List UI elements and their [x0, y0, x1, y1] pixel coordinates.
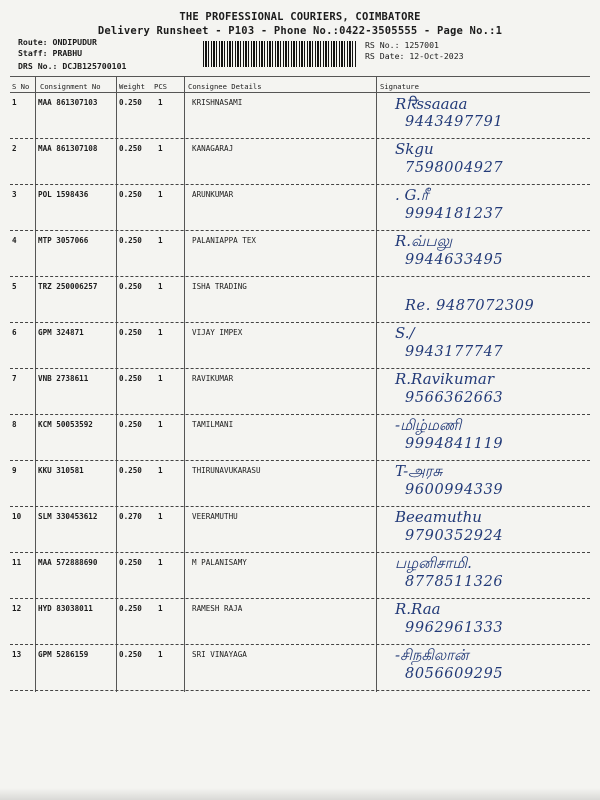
row-divider: [10, 506, 590, 507]
signature-phone: 9944633495: [405, 252, 504, 268]
row-divider: [10, 598, 590, 599]
col-header-consignee: Consignee Details: [188, 82, 262, 91]
signature-phone: 8778511326: [405, 574, 504, 590]
cell-consignee: M PALANISAMY: [192, 558, 247, 567]
row-divider: [10, 690, 590, 691]
cell-pcs: 1: [158, 282, 163, 291]
col-header-sno: S No: [12, 82, 30, 91]
cell-weight: 0.250: [119, 604, 142, 613]
cell-consignment: MTP 3057066: [38, 236, 89, 245]
cell-weight: 0.250: [119, 190, 142, 199]
col-header-signature: Signature: [380, 82, 419, 91]
cell-weight: 0.250: [119, 650, 142, 659]
cell-pcs: 1: [158, 512, 163, 521]
cell-weight: 0.250: [119, 144, 142, 153]
cell-weight: 0.250: [119, 282, 142, 291]
cell-weight: 0.250: [119, 328, 142, 337]
scan-shadow: [0, 788, 600, 800]
row-divider: [10, 414, 590, 415]
cell-pcs: 1: [158, 328, 163, 337]
signature-phone: 9943177747: [405, 344, 504, 360]
cell-consignment: KCM 50053592: [38, 420, 93, 429]
cell-pcs: 1: [158, 190, 163, 199]
signature-phone: 9443497791: [405, 114, 504, 130]
signature-name: Rरिssaaaa: [395, 95, 468, 113]
cell-consignee: PALANIAPPA TEX: [192, 236, 257, 245]
cell-consignee: VEERAMUTHU: [192, 512, 238, 521]
table-header-border: [10, 92, 590, 93]
cell-sno: 5: [12, 282, 17, 291]
row-divider: [10, 322, 590, 323]
cell-sno: 3: [12, 190, 17, 199]
cell-consignment: HYD 83038011: [38, 604, 93, 613]
signature-phone: 7598004927: [405, 160, 504, 176]
signature-phone: 9962961333: [405, 620, 504, 636]
cell-weight: 0.250: [119, 558, 142, 567]
signature-phone: 9790352924: [405, 528, 504, 544]
col-divider: [376, 76, 377, 692]
table-top-border: [10, 76, 590, 77]
cell-consignment: GPM 324871: [38, 328, 84, 337]
row-divider: [10, 276, 590, 277]
route-line: Route: ONDIPUDUR: [18, 37, 97, 47]
cell-sno: 6: [12, 328, 17, 337]
staff-value: PRABHU: [52, 48, 83, 58]
cell-consignee: TAMILMANI: [192, 420, 234, 429]
cell-consignment: POL 1598436: [38, 190, 89, 199]
signature-name: R.வ்பலு: [395, 232, 453, 250]
row-divider: [10, 138, 590, 139]
row-divider: [10, 644, 590, 645]
col-header-pcs: PCS: [154, 82, 167, 91]
barcode: [203, 41, 357, 67]
signature-name: -சிநகிலான்: [395, 646, 469, 664]
signature-phone: 9994181237: [405, 206, 504, 222]
cell-sno: 12: [12, 604, 22, 613]
signature-phone: 9600994339: [405, 482, 504, 498]
cell-consignee: RAVIKUMAR: [192, 374, 234, 383]
cell-sno: 8: [12, 420, 17, 429]
cell-consignee: SRI VINAYAGA: [192, 650, 247, 659]
cell-sno: 2: [12, 144, 17, 153]
staff-line: Staff: PRABHU: [18, 48, 83, 58]
cell-pcs: 1: [158, 144, 163, 153]
company-title: THE PROFESSIONAL COURIERS, COIMBATORE: [179, 11, 421, 23]
cell-pcs: 1: [158, 558, 163, 567]
row-divider: [10, 368, 590, 369]
row-divider: [10, 460, 590, 461]
signature-name: R.Raa: [395, 600, 441, 618]
rs-date-line: RS Date: 12-Oct-2023: [365, 51, 464, 61]
signature-name: R.Ravikumar: [395, 370, 495, 388]
cell-pcs: 1: [158, 374, 163, 383]
cell-consignment: TRZ 250006257: [38, 282, 98, 291]
signature-name: Skgu: [395, 140, 434, 158]
cell-consignment: VNB 2738611: [38, 374, 89, 383]
cell-sno: 10: [12, 512, 22, 521]
cell-consignment: MAA 861307108: [38, 144, 98, 153]
cell-pcs: 1: [158, 98, 163, 107]
cell-consignee: ARUNKUMAR: [192, 190, 234, 199]
cell-pcs: 1: [158, 420, 163, 429]
cell-weight: 0.250: [119, 374, 142, 383]
cell-consignee: ISHA TRADING: [192, 282, 247, 291]
rs-no-line: RS No.: 1257001: [365, 40, 439, 50]
row-divider: [10, 184, 590, 185]
cell-weight: 0.250: [119, 98, 142, 107]
cell-weight: 0.250: [119, 466, 142, 475]
cell-sno: 11: [12, 558, 22, 567]
signature-name: T-அரசு: [395, 462, 443, 480]
rs-no-value: 1257001: [404, 40, 439, 50]
cell-consignment: KKU 310581: [38, 466, 84, 475]
cell-consignee: RAMESH RAJA: [192, 604, 243, 613]
signature-phone: 9566362663: [405, 390, 504, 406]
cell-consignee: KANAGARAJ: [192, 144, 234, 153]
signature-name: -மிழ்மணி: [395, 416, 462, 434]
cell-consignment: GPM 5286159: [38, 650, 89, 659]
col-header-consignment: Consignment No: [40, 82, 101, 91]
cell-consignee: THIRUNAVUKARASU: [192, 466, 261, 475]
row-divider: [10, 552, 590, 553]
cell-pcs: 1: [158, 604, 163, 613]
runsheet-subtitle: Delivery Runsheet - P103 - Phone No.:0422-3505555 - Page No.:1: [97, 25, 503, 37]
signature-name: Beeamuthu: [395, 508, 482, 526]
cell-consignment: MAA 572888690: [38, 558, 98, 567]
cell-sno: 7: [12, 374, 17, 383]
cell-weight: 0.270: [119, 512, 142, 521]
cell-pcs: 1: [158, 650, 163, 659]
cell-consignee: VIJAY IMPEX: [192, 328, 243, 337]
signature-phone: Re. 9487072309: [405, 298, 535, 314]
cell-sno: 13: [12, 650, 22, 659]
cell-consignment: MAA 861307103: [38, 98, 98, 107]
cell-weight: 0.250: [119, 236, 142, 245]
signature-name: பழனிசாமி.: [395, 554, 472, 572]
row-divider: [10, 230, 590, 231]
signature-phone: 8056609295: [405, 666, 504, 682]
col-divider: [116, 76, 117, 692]
signature-name: S.∕: [395, 324, 415, 342]
drs-line: DRS No.: DCJB125700101: [18, 61, 127, 71]
col-divider: [184, 76, 185, 692]
cell-consignment: SLM 330453612: [38, 512, 98, 521]
rs-date-value: 12-Oct-2023: [409, 51, 464, 61]
route-value: ONDIPUDUR: [52, 37, 97, 47]
drs-value: DCJB125700101: [62, 61, 127, 71]
col-header-weight: Weight: [119, 82, 145, 91]
signature-phone: 9994841119: [405, 436, 504, 452]
cell-sno: 1: [12, 98, 17, 107]
cell-sno: 9: [12, 466, 17, 475]
cell-pcs: 1: [158, 236, 163, 245]
col-divider: [35, 76, 36, 692]
signature-name: . G.ரீ: [395, 186, 429, 204]
cell-sno: 4: [12, 236, 17, 245]
cell-pcs: 1: [158, 466, 163, 475]
cell-weight: 0.250: [119, 420, 142, 429]
cell-consignee: KRISHNASAMI: [192, 98, 243, 107]
